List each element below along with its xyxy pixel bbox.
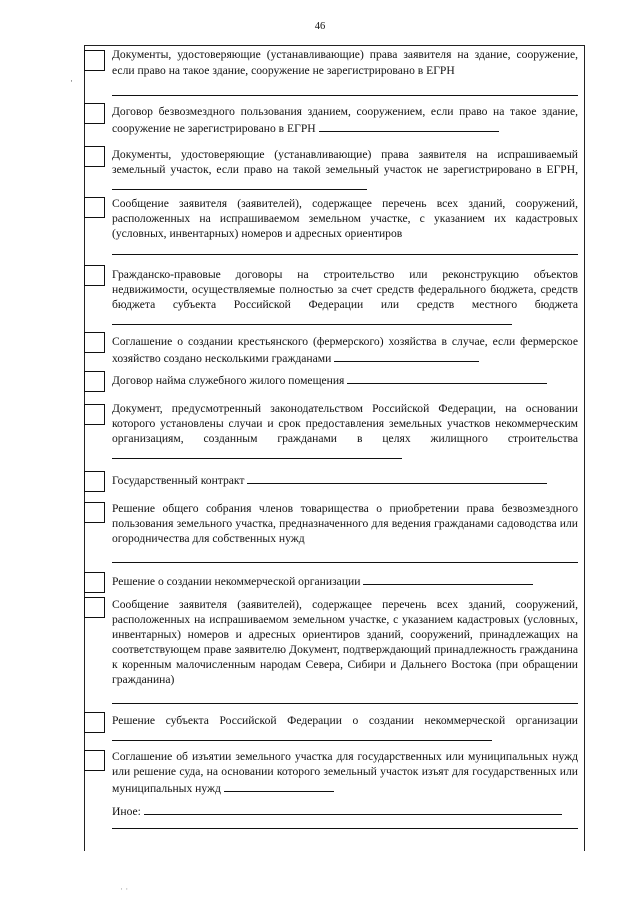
item-text: Решение общего собрания членов товарищества о приобретении права безвозмездного пользования земельного участка, предназначенного для ведения гражданами садоводства или огородничества для собственных нужд xyxy=(112,502,578,545)
item-text-wrap xyxy=(112,372,578,389)
item-text-wrap xyxy=(112,268,578,330)
fill-line[interactable] xyxy=(224,780,334,792)
item-text-wrap xyxy=(112,573,578,590)
page-number: 46 xyxy=(314,21,326,32)
other-input-line[interactable] xyxy=(144,803,562,815)
checkbox[interactable] xyxy=(84,404,105,425)
checkbox[interactable] xyxy=(84,502,105,523)
item-text: Государственный контракт xyxy=(112,474,245,487)
item-text: Документы, удостоверяющие (устанавливающие) права заявителя на испрашиваемый земельный участок, если право на такой земельный участок не зарегистрировано в ЕГРН, xyxy=(112,148,578,176)
item-text: Соглашение о создании крестьянского (фермерского) хозяйства в случае, если фермерское хозяйство создано несколькими гражданами xyxy=(112,335,578,365)
checkbox[interactable] xyxy=(84,597,105,618)
checkbox[interactable] xyxy=(84,146,105,167)
list-item xyxy=(84,47,578,95)
list-item xyxy=(84,197,578,247)
list-item xyxy=(84,148,578,193)
item-text-wrap xyxy=(112,750,578,797)
checkbox[interactable] xyxy=(84,572,105,593)
checkbox[interactable] xyxy=(84,50,105,71)
list-item xyxy=(84,714,578,748)
list-item xyxy=(84,598,578,698)
checkbox[interactable] xyxy=(84,332,105,353)
item-text: Сообщение заявителя (заявителей), содержащее перечень всех зданий, сооружений, расположенных на испрашиваемом земельном участке, с указанием кадастровых (условных, инвентарных) номеров и адресных ориентиров зданий, сооружений, принадлежащих на соответствующем праве заявителю Документ, подтверждающий принадлежность гражданина к коренным малочисленным народам Севера, Сибири и Дальнего Востока (при обращении гражданина) xyxy=(112,598,578,686)
fill-line[interactable] xyxy=(112,703,578,704)
fill-line[interactable] xyxy=(319,120,499,132)
checkbox[interactable] xyxy=(84,712,105,733)
list-item xyxy=(84,502,578,560)
fill-line[interactable] xyxy=(112,828,578,829)
item-text-wrap xyxy=(112,105,578,137)
fill-line[interactable] xyxy=(112,562,578,563)
other-label: Иное: xyxy=(112,805,141,818)
item-text-wrap xyxy=(112,402,578,464)
fill-line[interactable] xyxy=(334,350,479,362)
item-text: Гражданско-правовые договоры на строительство или реконструкцию объектов недвижимости, осуществляемые полностью за счет средств федерального бюджета, средств бюджета субъекта Российской Федерации или средств местного бюджета xyxy=(112,268,578,311)
fill-line[interactable] xyxy=(112,447,402,459)
list-item xyxy=(84,402,578,464)
item-text: Договор безвозмездного пользования зданием, сооружением, если право на такое здание, сооружение не зарегистрировано в ЕГРН xyxy=(112,105,578,135)
list-item xyxy=(84,268,578,330)
fill-line[interactable] xyxy=(112,729,492,741)
item-text: Решение субъекта Российской Федерации о создании некоммерческой организации xyxy=(112,714,578,727)
checkbox[interactable] xyxy=(84,371,105,392)
list-item xyxy=(84,573,578,595)
item-text-wrap xyxy=(112,148,578,195)
fill-line[interactable] xyxy=(112,178,367,190)
scan-noise: · · xyxy=(120,884,129,894)
checkbox[interactable] xyxy=(84,750,105,771)
checkbox[interactable] xyxy=(84,471,105,492)
other-row xyxy=(84,803,578,821)
checkbox[interactable] xyxy=(84,103,105,124)
fill-line[interactable] xyxy=(112,313,512,325)
list-item xyxy=(84,372,578,394)
item-text: Сообщение заявителя (заявителей), содержащее перечень всех зданий, сооружений, расположенных на испрашиваемом земельном участке, с указанием их кадастровых (условных, инвентарных) номеров и адресных ориентиров xyxy=(112,197,578,240)
item-text: Договор найма служебного жилого помещения xyxy=(112,374,345,387)
item-text: Документ, предусмотренный законодательством Российской Федерации, на основании которого установлены случаи и срок предоставления земельных участков некоммерческим организациям, созданным гражданами в целях жилищного строительства xyxy=(112,402,578,445)
checkbox[interactable] xyxy=(84,265,105,286)
list-item xyxy=(84,472,578,494)
item-text: Соглашение об изъятии земельного участка для государственных или муниципальных нужд или решение суда, на основании которого земельный участок изъят для государственных или муниципальных нужд xyxy=(112,750,578,795)
item-text-wrap xyxy=(112,335,578,367)
item-text-wrap xyxy=(112,472,578,489)
item-text-wrap xyxy=(112,714,578,746)
item-text: Документы, удостоверяющие (устанавливающие) права заявителя на здание, сооружение, если право на такое здание, сооружение не зарегистрировано в ЕГРН xyxy=(112,48,578,77)
fill-line[interactable] xyxy=(363,573,533,585)
fill-line[interactable] xyxy=(247,472,547,484)
checkbox[interactable] xyxy=(84,197,105,218)
item-text: Решение о создании некоммерческой организации xyxy=(112,575,361,588)
fill-line[interactable] xyxy=(347,372,547,384)
fill-line[interactable] xyxy=(112,95,578,96)
list-item xyxy=(84,105,578,145)
list-item xyxy=(84,335,578,368)
margin-mark: · xyxy=(70,76,73,86)
list-item xyxy=(84,750,578,800)
fill-line[interactable] xyxy=(112,254,578,255)
other-wrap xyxy=(112,803,578,820)
